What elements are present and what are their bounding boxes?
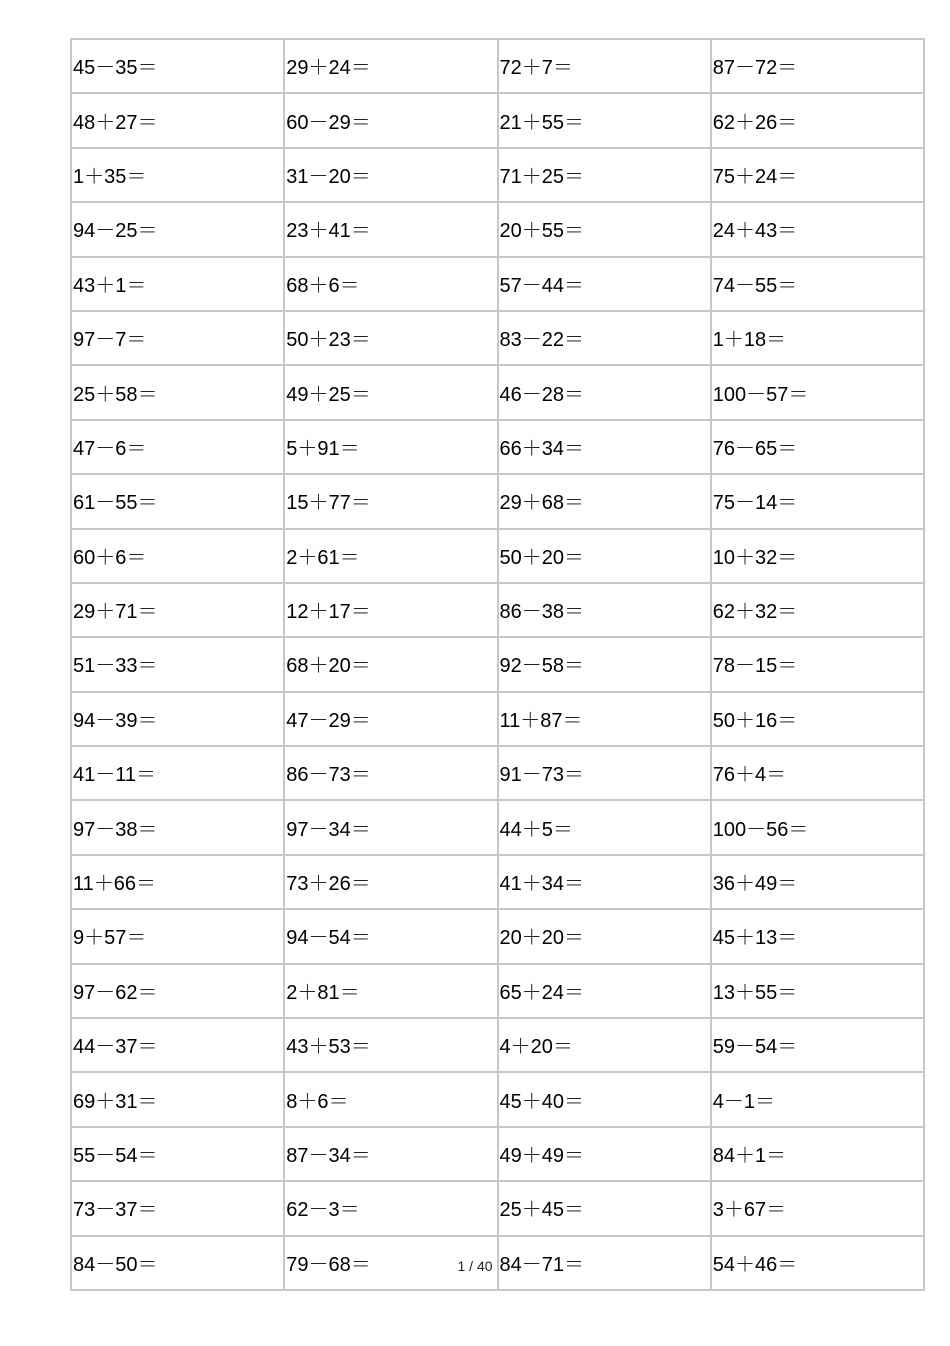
arithmetic-problem-cell: 68＋6＝ (284, 257, 497, 311)
arithmetic-problem-cell: 97－34＝ (284, 800, 497, 854)
worksheet-row (71, 529, 924, 583)
arithmetic-problem-cell: 36＋49＝ (711, 855, 924, 909)
arithmetic-problem-cell: 29＋24＝ (284, 39, 497, 93)
worksheet-row (71, 964, 924, 1018)
arithmetic-problem-cell: 46－28＝ (498, 365, 711, 419)
arithmetic-problem-cell: 23＋41＝ (284, 202, 497, 256)
arithmetic-problem-cell: 13＋55＝ (711, 964, 924, 1018)
arithmetic-problem-cell: 8＋6＝ (284, 1072, 497, 1126)
arithmetic-problem-cell: 41＋34＝ (498, 855, 711, 909)
arithmetic-problem-cell: 84－71＝ (498, 1236, 711, 1290)
arithmetic-problem-cell: 61－55＝ (71, 474, 284, 528)
arithmetic-problem-cell: 44＋5＝ (498, 800, 711, 854)
arithmetic-problem-cell: 11＋87＝ (498, 692, 711, 746)
arithmetic-problem-cell: 2＋61＝ (284, 529, 497, 583)
arithmetic-problem-cell: 78－15＝ (711, 637, 924, 691)
arithmetic-problem-cell: 62＋32＝ (711, 583, 924, 637)
arithmetic-problem-cell: 5＋91＝ (284, 420, 497, 474)
arithmetic-problem-cell: 100－56＝ (711, 800, 924, 854)
worksheet-row (71, 855, 924, 909)
arithmetic-problem-cell: 60－29＝ (284, 93, 497, 147)
arithmetic-problem-cell: 73＋26＝ (284, 855, 497, 909)
arithmetic-problem-cell: 68＋20＝ (284, 637, 497, 691)
arithmetic-problem-cell: 29＋68＝ (498, 474, 711, 528)
arithmetic-problem-cell: 15＋77＝ (284, 474, 497, 528)
arithmetic-problem-cell: 1＋18＝ (711, 311, 924, 365)
arithmetic-problem-cell: 12＋17＝ (284, 583, 497, 637)
arithmetic-problem-cell: 55－54＝ (71, 1127, 284, 1181)
arithmetic-problem-cell: 97－38＝ (71, 800, 284, 854)
arithmetic-problem-cell: 75＋24＝ (711, 148, 924, 202)
arithmetic-problem-cell: 62＋26＝ (711, 93, 924, 147)
worksheet-row (71, 637, 924, 691)
arithmetic-problem-cell: 45－35＝ (71, 39, 284, 93)
arithmetic-problem-cell: 71＋25＝ (498, 148, 711, 202)
arithmetic-problem-cell: 76＋4＝ (711, 746, 924, 800)
worksheet-row (71, 148, 924, 202)
arithmetic-problem-cell: 60＋6＝ (71, 529, 284, 583)
worksheet-row (71, 1018, 924, 1072)
arithmetic-problem-cell: 10＋32＝ (711, 529, 924, 583)
arithmetic-problem-cell: 25＋58＝ (71, 365, 284, 419)
worksheet-row (71, 93, 924, 147)
arithmetic-problem-cell: 65＋24＝ (498, 964, 711, 1018)
arithmetic-problem-cell: 100－57＝ (711, 365, 924, 419)
arithmetic-problem-cell: 94－25＝ (71, 202, 284, 256)
arithmetic-problem-cell: 59－54＝ (711, 1018, 924, 1072)
arithmetic-problem-cell: 24＋43＝ (711, 202, 924, 256)
arithmetic-problem-cell: 50＋20＝ (498, 529, 711, 583)
arithmetic-problem-cell: 83－22＝ (498, 311, 711, 365)
worksheet-row (71, 1181, 924, 1235)
worksheet-row (71, 365, 924, 419)
arithmetic-problem-cell: 86－38＝ (498, 583, 711, 637)
arithmetic-problem-cell: 45＋13＝ (711, 909, 924, 963)
arithmetic-problem-cell: 51－33＝ (71, 637, 284, 691)
arithmetic-problem-cell: 3＋67＝ (711, 1181, 924, 1235)
arithmetic-problem-cell: 62－3＝ (284, 1181, 497, 1235)
arithmetic-problem-cell: 84－50＝ (71, 1236, 284, 1290)
arithmetic-problem-cell: 45＋40＝ (498, 1072, 711, 1126)
arithmetic-problem-cell: 92－58＝ (498, 637, 711, 691)
arithmetic-problem-cell: 86－73＝ (284, 746, 497, 800)
worksheet-row (71, 1127, 924, 1181)
arithmetic-problem-cell: 2＋81＝ (284, 964, 497, 1018)
arithmetic-problem-cell: 48＋27＝ (71, 93, 284, 147)
arithmetic-problem-cell: 20＋55＝ (498, 202, 711, 256)
arithmetic-problem-cell: 74－55＝ (711, 257, 924, 311)
arithmetic-problem-cell: 97－7＝ (71, 311, 284, 365)
arithmetic-problem-cell: 76－65＝ (711, 420, 924, 474)
arithmetic-problem-cell: 72＋7＝ (498, 39, 711, 93)
arithmetic-problem-cell: 21＋55＝ (498, 93, 711, 147)
worksheet-row (71, 692, 924, 746)
arithmetic-problem-cell: 20＋20＝ (498, 909, 711, 963)
arithmetic-problem-cell: 41－11＝ (71, 746, 284, 800)
arithmetic-problem-cell: 50＋23＝ (284, 311, 497, 365)
arithmetic-problem-cell: 43＋1＝ (71, 257, 284, 311)
worksheet-row (71, 1072, 924, 1126)
arithmetic-problem-cell: 49＋25＝ (284, 365, 497, 419)
arithmetic-problem-cell: 9＋57＝ (71, 909, 284, 963)
arithmetic-worksheet-table (70, 38, 925, 1291)
arithmetic-problem-cell: 47－29＝ (284, 692, 497, 746)
worksheet-row (71, 800, 924, 854)
arithmetic-problem-cell: 84＋1＝ (711, 1127, 924, 1181)
arithmetic-problem-cell: 94－54＝ (284, 909, 497, 963)
worksheet-row (71, 311, 924, 365)
arithmetic-problem-cell: 97－62＝ (71, 964, 284, 1018)
worksheet-row (71, 257, 924, 311)
arithmetic-problem-cell: 1＋35＝ (71, 148, 284, 202)
arithmetic-problem-cell: 91－73＝ (498, 746, 711, 800)
worksheet-row (71, 474, 924, 528)
worksheet-row (71, 202, 924, 256)
worksheet-body (71, 39, 924, 1290)
arithmetic-problem-cell: 31－20＝ (284, 148, 497, 202)
arithmetic-problem-cell: 69＋31＝ (71, 1072, 284, 1126)
arithmetic-problem-cell: 87－34＝ (284, 1127, 497, 1181)
arithmetic-problem-cell: 44－37＝ (71, 1018, 284, 1072)
arithmetic-problem-cell: 94－39＝ (71, 692, 284, 746)
arithmetic-problem-cell: 49＋49＝ (498, 1127, 711, 1181)
arithmetic-problem-cell: 47－6＝ (71, 420, 284, 474)
arithmetic-problem-cell: 43＋53＝ (284, 1018, 497, 1072)
arithmetic-problem-cell: 75－14＝ (711, 474, 924, 528)
arithmetic-problem-cell: 4＋20＝ (498, 1018, 711, 1072)
arithmetic-problem-cell: 87－72＝ (711, 39, 924, 93)
arithmetic-problem-cell: 79－68＝ (284, 1236, 497, 1290)
arithmetic-problem-cell: 54＋46＝ (711, 1236, 924, 1290)
worksheet-row (71, 39, 924, 93)
worksheet-row (71, 746, 924, 800)
arithmetic-problem-cell: 25＋45＝ (498, 1181, 711, 1235)
arithmetic-problem-cell: 50＋16＝ (711, 692, 924, 746)
arithmetic-problem-cell: 57－44＝ (498, 257, 711, 311)
arithmetic-problem-cell: 66＋34＝ (498, 420, 711, 474)
arithmetic-problem-cell: 29＋71＝ (71, 583, 284, 637)
arithmetic-problem-cell: 11＋66＝ (71, 855, 284, 909)
arithmetic-problem-cell: 73－37＝ (71, 1181, 284, 1235)
arithmetic-problem-cell: 4－1＝ (711, 1072, 924, 1126)
worksheet-row (71, 583, 924, 637)
worksheet-row (71, 909, 924, 963)
worksheet-row (71, 420, 924, 474)
page-number: 1 / 40 (457, 1258, 493, 1274)
